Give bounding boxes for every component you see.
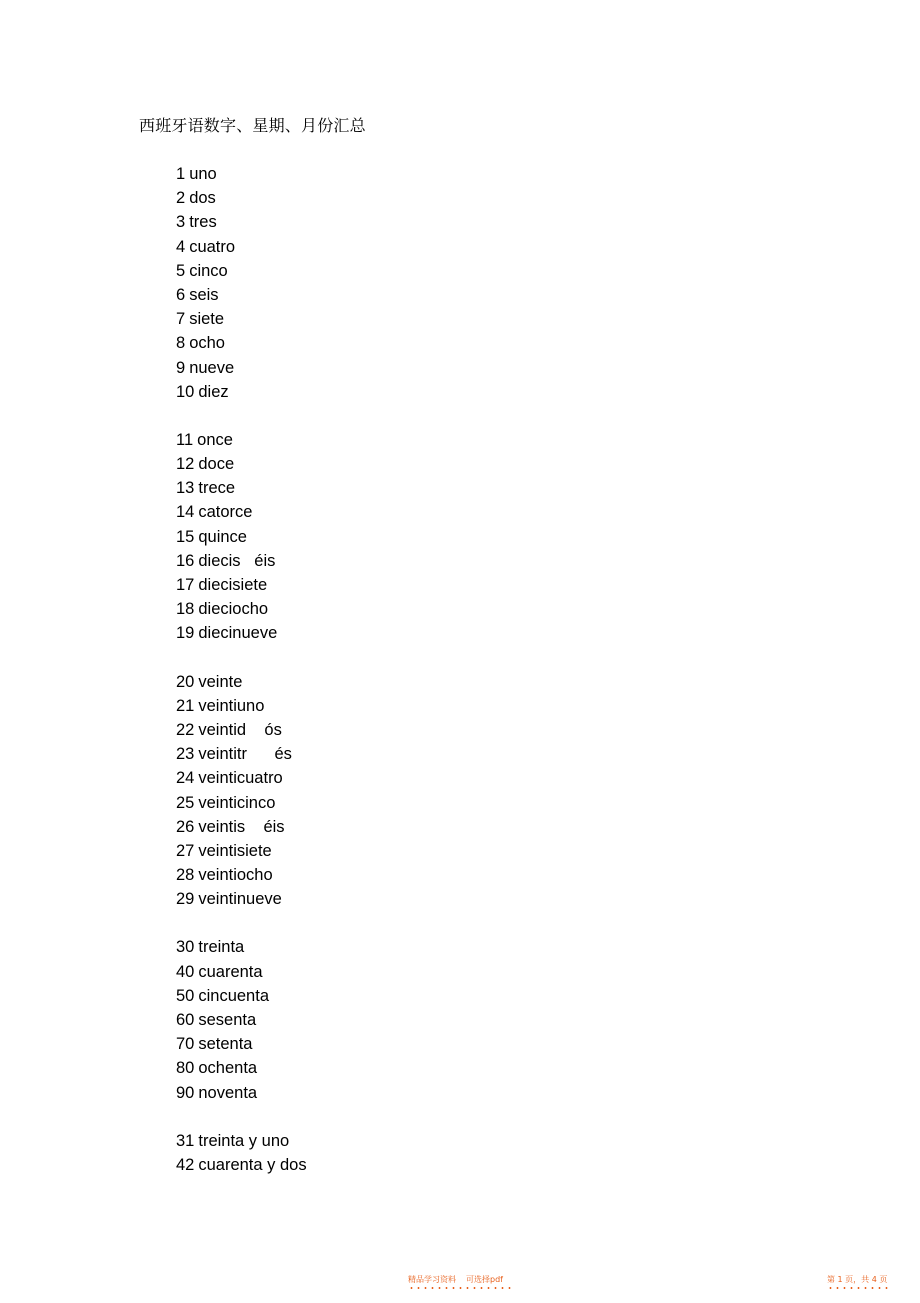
spanish-word: quince [198,527,247,546]
spanish-word: veintis éis [198,817,285,836]
number-value: 1 [176,165,186,183]
number-value: 60 [176,1011,195,1029]
number-entry [176,1153,576,1177]
spanish-word: veintid ós [198,720,282,739]
number-entry [176,670,576,694]
number-entry [176,597,576,621]
number-value: 12 [176,455,195,474]
number-value: 11 [176,430,194,449]
number-entry [176,452,576,476]
number-value: 18 [176,600,195,619]
number-value: 13 [176,479,195,498]
number-value: 22 [176,720,195,739]
number-value: 40 [176,962,195,981]
footer-page-info: 第 1 页，共 4 页 [827,1275,888,1284]
spanish-word: nueve [189,358,235,377]
number-entry [176,186,576,210]
number-value: 23 [176,745,195,764]
number-entry [176,960,576,984]
number-group [176,1129,576,1177]
spanish-word: noventa [198,1083,258,1102]
number-group [176,162,576,404]
spanish-word: ochenta [198,1059,258,1078]
number-entry [176,476,576,500]
spanish-word: diez [198,382,229,401]
number-entry [176,525,576,549]
number-entry [176,356,576,380]
spanish-word: sesenta [198,1011,257,1029]
spanish-word: siete [189,310,225,329]
number-entry [176,1056,576,1080]
number-value: 25 [176,793,195,812]
number-entry [176,573,576,597]
number-entry [176,331,576,355]
number-value: 16 [176,551,195,570]
spanish-word: doce [198,455,235,474]
number-value: 80 [176,1059,195,1078]
number-value: 6 [176,285,186,304]
footer-watermark [408,1275,503,1285]
spanish-word: veinticinco [198,793,276,812]
number-value: 27 [176,841,195,860]
number-entry [176,839,576,863]
spanish-word: tres [189,213,217,232]
spanish-word: cinco [189,261,228,280]
number-value: 90 [176,1083,195,1102]
number-entry [176,1008,576,1032]
number-value: 31 [176,1131,195,1150]
document-title: 西班牙语数字、星期、月份汇总 [139,116,366,135]
number-entry [176,742,576,766]
spanish-word: seis [189,285,219,304]
number-entry [176,259,576,283]
number-value: 50 [176,986,195,1005]
number-entry [176,718,576,742]
spanish-word: veintinueve [198,890,282,909]
number-value: 2 [176,189,186,208]
footer-page-dotted-underline [827,1287,891,1289]
spanish-word: diecis éis [198,551,276,570]
spanish-word: ocho [189,334,225,353]
spanish-word: setenta [198,1035,253,1054]
number-entry [176,1129,576,1153]
spanish-word: veintiuno [198,696,265,715]
number-entry [176,500,576,524]
spanish-word: cuarenta y dos [198,1155,307,1174]
number-entry [176,791,576,815]
number-entry [176,766,576,790]
number-value: 14 [176,503,195,522]
number-entry [176,935,576,959]
number-entry [176,307,576,331]
number-group [176,428,576,646]
spanish-word: catorce [198,503,253,522]
number-value: 8 [176,334,186,353]
footer-label-secondary: 可选择pdf [466,1275,503,1284]
spanish-word: veintiocho [198,866,273,885]
spanish-word: dieciocho [198,600,269,619]
number-entry [176,235,576,259]
spanish-word: diecinueve [198,624,278,643]
spanish-word: once [197,430,233,449]
number-group [176,935,576,1104]
spanish-word: dos [189,189,216,208]
spanish-word: veintisiete [198,841,272,860]
number-entry [176,1081,576,1105]
number-value: 17 [176,576,195,594]
spanish-word: cuatro [189,237,236,256]
spanish-word: trece [198,479,236,498]
number-value: 10 [176,382,195,401]
number-value: 3 [176,213,186,232]
spanish-word: cincuenta [198,986,269,1005]
number-value: 20 [176,672,195,691]
footer-dotted-underline [408,1287,512,1289]
number-value: 15 [176,527,195,546]
number-value: 5 [176,261,186,280]
number-value: 21 [176,696,195,715]
number-entry [176,428,576,452]
number-value: 30 [176,938,195,957]
number-entry [176,283,576,307]
number-list [176,162,576,1201]
number-value: 19 [176,624,195,643]
number-entry [176,863,576,887]
number-entry [176,380,576,404]
number-entry [176,162,576,186]
number-entry [176,621,576,645]
number-entry [176,210,576,234]
number-value: 42 [176,1155,195,1174]
number-group [176,670,576,912]
spanish-word: veinticuatro [198,769,283,788]
number-entry [176,1032,576,1056]
number-value: 24 [176,769,195,788]
number-value: 29 [176,890,195,909]
spanish-word: treinta [198,938,245,957]
spanish-word: uno [189,165,217,183]
number-entry [176,815,576,839]
number-entry [176,549,576,573]
spanish-word: diecisiete [198,576,268,594]
number-value: 9 [176,358,186,377]
number-entry [176,984,576,1008]
spanish-word: treinta y uno [198,1131,290,1150]
number-value: 28 [176,866,195,885]
footer-label: 精品学习资料 [408,1275,456,1284]
number-entry [176,887,576,911]
number-entry [176,694,576,718]
spanish-word: veintitr és [198,745,292,764]
number-value: 70 [176,1035,195,1054]
number-value: 4 [176,237,186,256]
spanish-word: cuarenta [198,962,263,981]
number-value: 26 [176,817,195,836]
spanish-word: veinte [198,672,243,691]
number-value: 7 [176,310,186,329]
